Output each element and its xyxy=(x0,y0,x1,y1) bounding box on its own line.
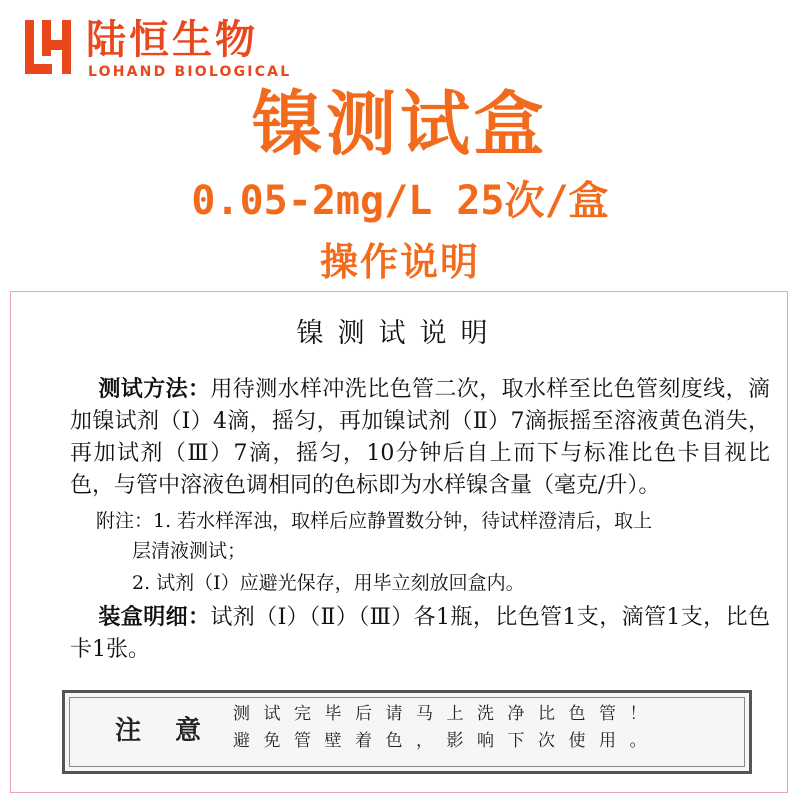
product-title: 镍测试盒 xyxy=(252,83,548,165)
note-label: 附注： xyxy=(96,510,154,532)
method-paragraph xyxy=(70,374,770,502)
brand-name-en: LOHAND BIOLOGICAL xyxy=(88,64,292,80)
method-text: 用待测水样冲洗比色管二次，取水样至比色管刻度线，滴加镍试剂（Ⅰ）4滴，摇匀，再加镍试剂（Ⅱ）7滴振摇至溶液黄色消失，再加试剂（Ⅲ）7滴，摇匀，10分钟后自上而下与标准比色卡目视比色，与管中溶液色调相同的色标即为水样镍含量（毫克/升）。 xyxy=(70,377,770,498)
brand-name-cn: 陆恒生物 xyxy=(86,17,258,63)
instruction-card xyxy=(10,291,788,793)
product-range: 0.05-2mg/L 25次/盒 xyxy=(191,178,609,224)
instructions-subtitle: 操作说明 xyxy=(319,240,480,284)
caution-line-1: 测试完毕后请马上洗净比色管！ xyxy=(233,704,660,724)
card-title: 镍测试说明 xyxy=(296,318,502,349)
caution-label: 注意 xyxy=(115,716,236,746)
lh-logo-icon xyxy=(22,18,74,76)
note-1-line1: 1. 若水样浑浊，取样后应静置数分钟，待试样澄清后，取上 xyxy=(153,510,653,532)
note-2: 2. 试剂（Ⅰ）应避光保存，用毕立刻放回盒内。 xyxy=(132,572,525,594)
note-block xyxy=(70,506,770,566)
contents-text: 试剂（Ⅰ）（Ⅱ）（Ⅲ）各1瓶，比色管1支，滴管1支，比色卡1张。 xyxy=(70,605,770,662)
caution-line-2: 避免管壁着色，影响下次使用。 xyxy=(233,731,660,751)
caution-text xyxy=(233,701,713,755)
contents-paragraph xyxy=(70,602,770,666)
note-1-line2: 层清液测试； xyxy=(132,540,247,562)
caution-box xyxy=(62,690,752,774)
contents-label: 装盒明细： xyxy=(98,605,211,630)
method-label: 测试方法： xyxy=(98,377,211,402)
instruction-body xyxy=(70,374,770,666)
